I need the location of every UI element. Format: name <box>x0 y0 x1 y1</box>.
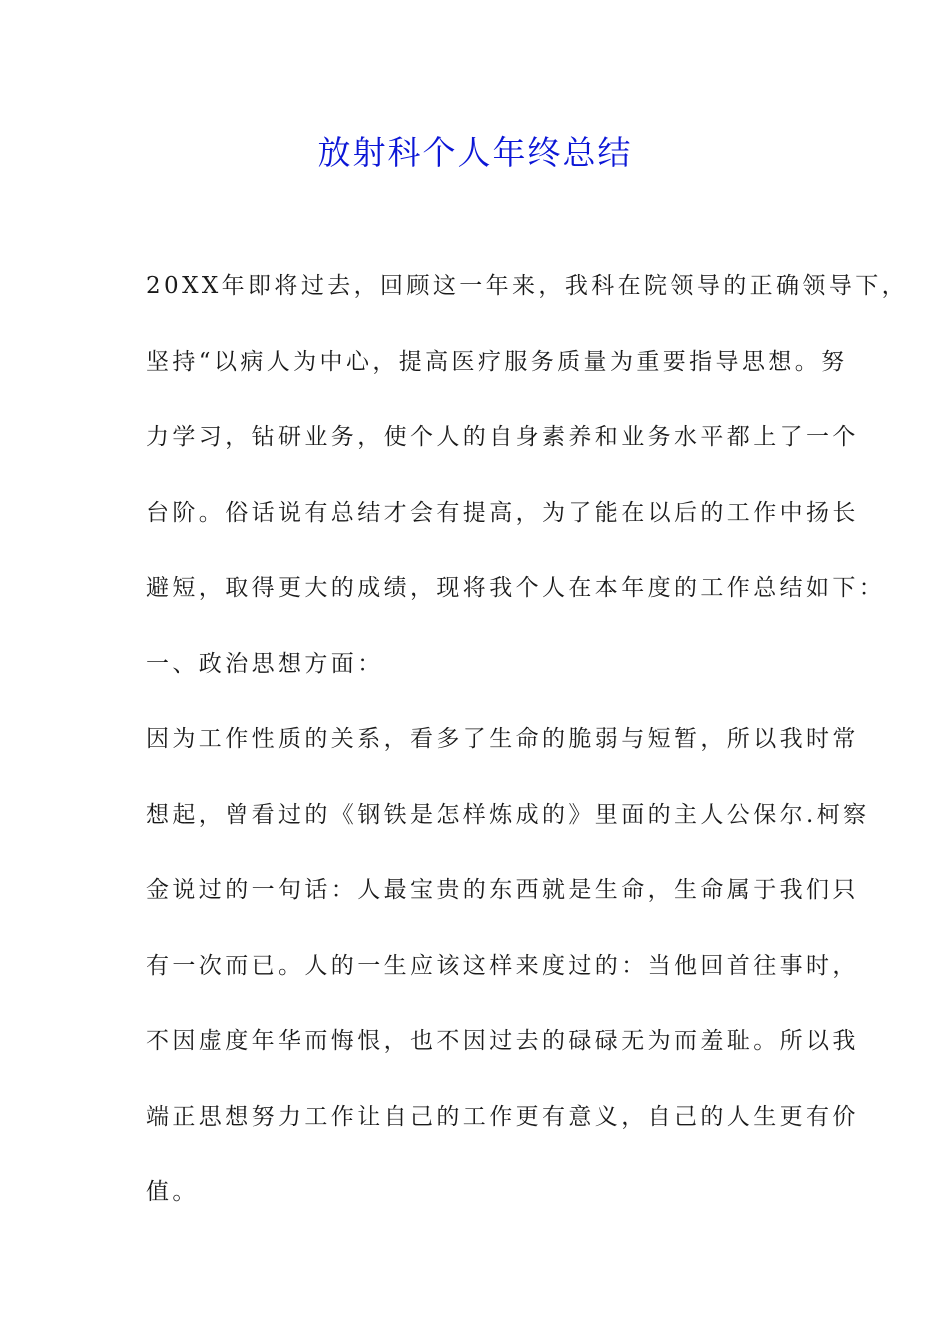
document-body <box>146 263 909 1245</box>
paragraph-line: 值。 <box>146 1179 199 1205</box>
paragraph-line: 有一次而已。人的一生应该这样来度过的：当他回首往事时， <box>146 952 859 979</box>
paragraph-line: 金说过的一句话：人最宝贵的东西就是生命，生命属于我们只 <box>146 877 859 903</box>
document-title: 放射科个人年终总结 <box>317 133 633 172</box>
paragraph-line: 坚持“以病人为中心，提高医疗服务质量为重要指导思想。努 <box>146 348 848 375</box>
paragraph-line: 端正思想努力工作让自己的工作更有意义，自己的人生更有价 <box>146 1103 859 1130</box>
paragraph-line: 力学习，钻研业务，使个人的自身素养和业务水平都上了一个 <box>146 424 859 450</box>
paragraph-line: 不因虚度年华而悔恨，也不因过去的碌碌无为而羞耻。所以我 <box>146 1028 859 1054</box>
paragraph-line: 20XX年即将过去，回顾这一年来，我科在院领导的正确领导下， <box>146 273 909 299</box>
paragraph-line: 因为工作性质的关系，看多了生命的脆弱与短暂，所以我时常 <box>146 726 859 752</box>
paragraph-line: 想起，曾看过的《钢铁是怎样炼成的》里面的主人公保尔.柯察 <box>146 801 870 828</box>
paragraph-line: 台阶。俗话说有总结才会有提高，为了能在以后的工作中扬长 <box>146 499 859 526</box>
paragraph-line: 避短，取得更大的成绩，现将我个人在本年度的工作总结如下： <box>146 575 886 601</box>
section-heading: 一、政治思想方面： <box>146 650 384 677</box>
